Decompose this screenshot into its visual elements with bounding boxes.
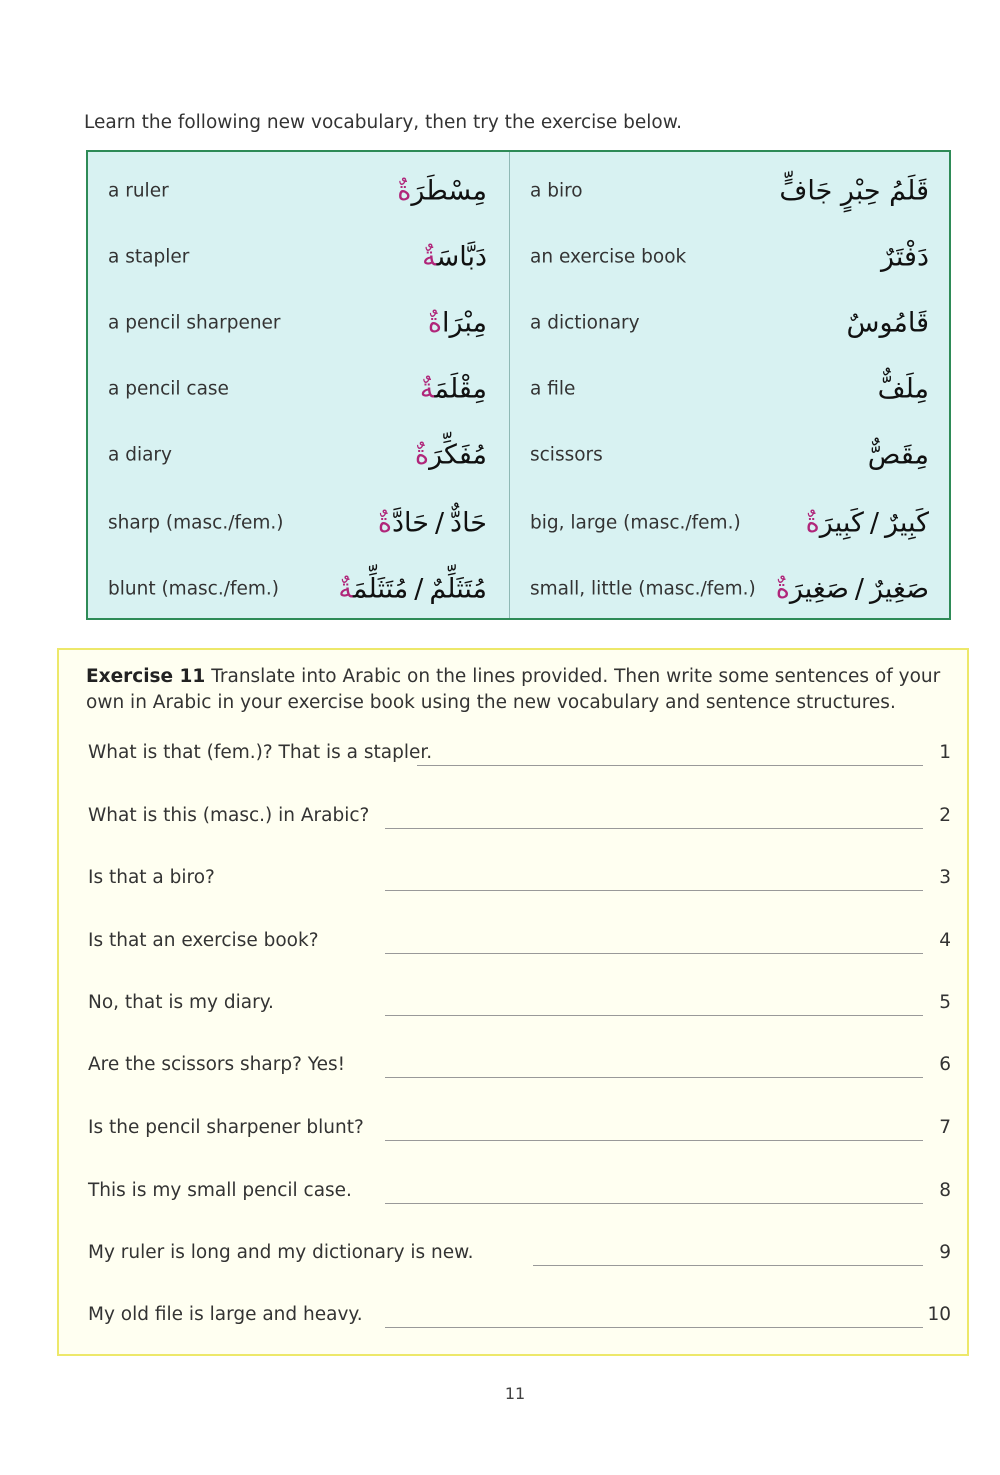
question-number: 10	[927, 1304, 951, 1325]
exercise-question	[59, 1174, 967, 1214]
exercise-question	[59, 986, 967, 1026]
vocab-arabic: دَبَّاسَةٌ	[422, 241, 487, 273]
vocab-english: scissors	[530, 444, 603, 466]
vocab-arabic: دَفْتَرٌ	[881, 241, 929, 273]
question-text: No, that is my diary.	[88, 992, 274, 1013]
exercise-question	[59, 1111, 967, 1151]
vocab-arabic: قَامُوسٌ	[846, 307, 929, 339]
vocab-english: an exercise book	[530, 246, 687, 268]
question-number: 3	[939, 867, 951, 888]
vocab-row	[88, 290, 949, 356]
vocabulary-table	[86, 150, 951, 620]
exercise-question	[59, 861, 967, 901]
question-number: 5	[939, 992, 951, 1013]
exercise-question	[59, 736, 967, 776]
answer-line[interactable]	[417, 765, 923, 766]
answer-line[interactable]	[385, 1015, 923, 1016]
question-number: 9	[939, 1242, 951, 1263]
question-number: 8	[939, 1180, 951, 1201]
answer-line[interactable]	[533, 1265, 923, 1266]
vocab-arabic: قَلَمُ حِبْرٍ جَافٍّ	[779, 175, 929, 207]
question-text: What is that (fem.)? That is a stapler.	[88, 742, 433, 763]
question-text: Is the pencil sharpener blunt?	[88, 1117, 364, 1138]
vocab-arabic: مِقْلَمَةٌ	[419, 373, 487, 405]
vocab-arabic: كَبِيرٌ/كَبِيرَةٌ	[805, 507, 929, 539]
exercise-question	[59, 924, 967, 964]
answer-line[interactable]	[385, 953, 923, 954]
vocab-english: big, large (masc./fem.)	[530, 512, 741, 534]
answer-line[interactable]	[385, 1327, 923, 1328]
exercise-question	[59, 1236, 967, 1276]
vocab-english: a ruler	[108, 180, 169, 202]
vocab-arabic: مُفَكِّرَةٌ	[414, 439, 487, 471]
question-text: This is my small pencil case.	[88, 1180, 352, 1201]
vocab-english: a pencil case	[108, 378, 229, 400]
vocab-arabic: مِبْرَاةٌ	[427, 307, 487, 339]
question-text: Is that an exercise book?	[88, 930, 319, 951]
question-number: 4	[939, 930, 951, 951]
vocab-english: sharp (masc./fem.)	[108, 512, 284, 534]
question-text: What is this (masc.) in Arabic?	[88, 805, 370, 826]
vocab-english: a pencil sharpener	[108, 312, 281, 334]
vocab-english: a stapler	[108, 246, 190, 268]
vocab-arabic: مِسْطَرَةٌ	[397, 175, 487, 207]
answer-line[interactable]	[385, 1077, 923, 1078]
intro-text: Learn the following new vocabulary, then try the exercise below.	[84, 112, 683, 133]
vocab-english: a biro	[530, 180, 583, 202]
exercise-box	[57, 648, 969, 1356]
answer-line[interactable]	[385, 828, 923, 829]
vocab-row	[88, 556, 949, 622]
answer-line[interactable]	[385, 890, 923, 891]
vocab-english: a dictionary	[530, 312, 640, 334]
vocab-english: blunt (masc./fem.)	[108, 578, 279, 600]
vocab-arabic: مِقَصٌّ	[867, 439, 929, 471]
exercise-question	[59, 1048, 967, 1088]
exercise-title: Exercise 11	[86, 666, 206, 687]
vocab-english: a file	[530, 378, 576, 400]
exercise-question	[59, 1298, 967, 1338]
question-number: 2	[939, 805, 951, 826]
question-number: 6	[939, 1054, 951, 1075]
exercise-instruction-text: Translate into Arabic on the lines provided. Then write some sentences of your own in Arabic in your exercise book using the new vocabulary and sentence structures.	[86, 666, 941, 713]
vocab-row	[88, 158, 949, 224]
vocab-arabic: مِلَفٌّ	[877, 373, 929, 405]
vocab-english: small, little (masc./fem.)	[530, 578, 756, 600]
question-text: Is that a biro?	[88, 867, 215, 888]
vocab-arabic: صَغِيرٌ/صَغِيرَةٌ	[775, 573, 929, 605]
question-text: My old file is large and heavy.	[88, 1304, 363, 1325]
vocab-row	[88, 224, 949, 290]
exercise-question	[59, 799, 967, 839]
question-number: 7	[939, 1117, 951, 1138]
vocab-row	[88, 356, 949, 422]
question-number: 1	[939, 742, 951, 763]
exercise-instructions	[86, 664, 956, 716]
vocab-row	[88, 422, 949, 488]
page-number: 11	[504, 1384, 526, 1403]
question-text: My ruler is long and my dictionary is new.	[88, 1242, 474, 1263]
answer-line[interactable]	[385, 1203, 923, 1204]
vocab-english: a diary	[108, 444, 172, 466]
answer-line[interactable]	[385, 1140, 923, 1141]
vocab-arabic: مُتَثَلِّمٌ/مُتَثَلِّمَةٌ	[338, 573, 487, 605]
vocab-arabic: حَادٌّ/حَادَّةٌ	[377, 507, 487, 539]
vocab-row	[88, 490, 949, 556]
question-text: Are the scissors sharp? Yes!	[88, 1054, 346, 1075]
